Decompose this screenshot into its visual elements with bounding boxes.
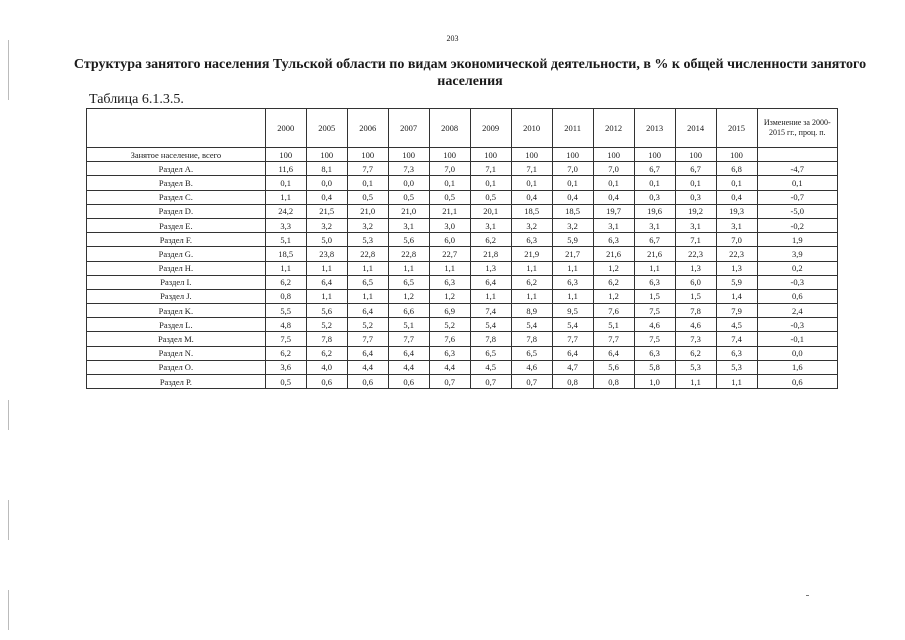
header-cell-year: 2007: [388, 109, 429, 148]
value-cell: 6,2: [470, 233, 511, 247]
change-cell: -0,7: [757, 190, 837, 204]
row-label-cell: Раздел O.: [87, 360, 266, 374]
value-cell: 6,3: [511, 233, 552, 247]
value-cell: 0,7: [511, 375, 552, 389]
value-cell: 18,5: [511, 204, 552, 218]
value-cell: 1,5: [675, 289, 716, 303]
value-cell: 5,1: [388, 318, 429, 332]
value-cell: 22,3: [675, 247, 716, 261]
value-cell: 5,8: [634, 360, 675, 374]
value-cell: 5,2: [347, 318, 388, 332]
value-cell: 0,8: [265, 289, 306, 303]
value-cell: 0,4: [716, 190, 757, 204]
value-cell: 7,8: [306, 332, 347, 346]
value-cell: 100: [552, 148, 593, 162]
value-cell: 4,4: [429, 360, 470, 374]
value-cell: 1,1: [347, 289, 388, 303]
row-label-cell: Раздел K.: [87, 304, 266, 318]
value-cell: 3,0: [429, 218, 470, 232]
change-cell: 3,9: [757, 247, 837, 261]
value-cell: 6,5: [388, 275, 429, 289]
value-cell: 6,4: [470, 275, 511, 289]
value-cell: 6,3: [716, 346, 757, 360]
header-cell-year: 2015: [716, 109, 757, 148]
value-cell: 3,1: [634, 218, 675, 232]
value-cell: 6,2: [511, 275, 552, 289]
row-label-cell: Раздел E.: [87, 218, 266, 232]
value-cell: 0,1: [552, 176, 593, 190]
margin-mark-middle: [8, 400, 9, 430]
document-title: Структура занятого населения Тульской области по видам экономической деятельности, в % к общей численности занятого населения: [73, 57, 867, 89]
change-cell: [757, 148, 837, 162]
value-cell: 0,7: [429, 375, 470, 389]
value-cell: 100: [347, 148, 388, 162]
value-cell: 21,5: [306, 204, 347, 218]
value-cell: 6,4: [593, 346, 634, 360]
table-row: [87, 275, 838, 289]
change-cell: -0,2: [757, 218, 837, 232]
value-cell: 6,0: [675, 275, 716, 289]
header-cell-year: 2005: [306, 109, 347, 148]
value-cell: 9,5: [552, 304, 593, 318]
value-cell: 0,1: [593, 176, 634, 190]
table-row: [87, 304, 838, 318]
header-cell-year: 2006: [347, 109, 388, 148]
value-cell: 7,1: [470, 162, 511, 176]
change-cell: -5,0: [757, 204, 837, 218]
value-cell: 6,3: [634, 275, 675, 289]
value-cell: 1,4: [716, 289, 757, 303]
value-cell: 6,2: [265, 275, 306, 289]
table-row: [87, 332, 838, 346]
header-cell-change: Изменение за 2000-2015 гг., проц. п.: [757, 109, 837, 148]
margin-mark-bottom: [8, 590, 9, 630]
page-number: 203: [446, 34, 459, 43]
value-cell: 7,3: [675, 332, 716, 346]
table-row: [87, 360, 838, 374]
value-cell: 7,8: [470, 332, 511, 346]
row-label-cell: Раздел H.: [87, 261, 266, 275]
header-cell-year: 2014: [675, 109, 716, 148]
value-cell: 0,1: [675, 176, 716, 190]
value-cell: 1,2: [593, 289, 634, 303]
value-cell: 18,5: [552, 204, 593, 218]
header-cell-year: 2000: [265, 109, 306, 148]
value-cell: 6,4: [306, 275, 347, 289]
value-cell: 6,2: [306, 346, 347, 360]
row-label-cell: Занятое население, всего: [87, 148, 266, 162]
table-row: [87, 162, 838, 176]
value-cell: 24,2: [265, 204, 306, 218]
value-cell: 6,9: [429, 304, 470, 318]
table-row: [87, 289, 838, 303]
value-cell: 6,6: [388, 304, 429, 318]
table-row: [87, 318, 838, 332]
value-cell: 6,3: [552, 275, 593, 289]
value-cell: 19,7: [593, 204, 634, 218]
table-row: [87, 233, 838, 247]
value-cell: 4,5: [470, 360, 511, 374]
value-cell: 7,1: [675, 233, 716, 247]
row-label-cell: Раздел B.: [87, 176, 266, 190]
value-cell: 1,1: [265, 190, 306, 204]
value-cell: 0,6: [306, 375, 347, 389]
value-cell: 0,4: [593, 190, 634, 204]
header-cell-year: 2013: [634, 109, 675, 148]
header-cell-year: 2010: [511, 109, 552, 148]
value-cell: 11,6: [265, 162, 306, 176]
value-cell: 0,7: [470, 375, 511, 389]
value-cell: 3,6: [265, 360, 306, 374]
table-row: [87, 375, 838, 389]
value-cell: 5,9: [716, 275, 757, 289]
value-cell: 4,8: [265, 318, 306, 332]
value-cell: 5,4: [511, 318, 552, 332]
value-cell: 100: [716, 148, 757, 162]
value-cell: 5,3: [675, 360, 716, 374]
value-cell: 3,3: [265, 218, 306, 232]
value-cell: 0,5: [388, 190, 429, 204]
row-label-cell: Раздел G.: [87, 247, 266, 261]
value-cell: 22,8: [388, 247, 429, 261]
value-cell: 5,2: [306, 318, 347, 332]
header-cell-label: [87, 109, 266, 148]
value-cell: 6,2: [675, 346, 716, 360]
value-cell: 1,0: [634, 375, 675, 389]
value-cell: 1,1: [347, 261, 388, 275]
value-cell: 5,3: [716, 360, 757, 374]
row-label-cell: Раздел A.: [87, 162, 266, 176]
value-cell: 7,0: [716, 233, 757, 247]
value-cell: 6,7: [634, 162, 675, 176]
value-cell: 0,5: [347, 190, 388, 204]
header-cell-year: 2012: [593, 109, 634, 148]
value-cell: 3,1: [388, 218, 429, 232]
value-cell: 7,3: [388, 162, 429, 176]
table-row: [87, 261, 838, 275]
change-cell: -4,7: [757, 162, 837, 176]
value-cell: 19,2: [675, 204, 716, 218]
value-cell: 6,3: [634, 346, 675, 360]
value-cell: 4,5: [716, 318, 757, 332]
value-cell: 6,2: [593, 275, 634, 289]
value-cell: 100: [306, 148, 347, 162]
change-cell: 0,6: [757, 289, 837, 303]
value-cell: 1,3: [470, 261, 511, 275]
value-cell: 21,0: [347, 204, 388, 218]
value-cell: 1,2: [429, 289, 470, 303]
value-cell: 1,1: [552, 261, 593, 275]
value-cell: 1,1: [388, 261, 429, 275]
value-cell: 0,5: [470, 190, 511, 204]
value-cell: 21,6: [593, 247, 634, 261]
value-cell: 100: [265, 148, 306, 162]
value-cell: 5,4: [470, 318, 511, 332]
change-cell: 0,1: [757, 176, 837, 190]
value-cell: 6,8: [716, 162, 757, 176]
value-cell: 6,7: [634, 233, 675, 247]
value-cell: 4,6: [634, 318, 675, 332]
value-cell: 21,7: [552, 247, 593, 261]
table-row: [87, 204, 838, 218]
value-cell: 1,5: [634, 289, 675, 303]
row-label-cell: Раздел D.: [87, 204, 266, 218]
value-cell: 4,6: [675, 318, 716, 332]
value-cell: 21,9: [511, 247, 552, 261]
change-cell: 0,6: [757, 375, 837, 389]
table-row: [87, 346, 838, 360]
value-cell: 5,6: [388, 233, 429, 247]
value-cell: 5,1: [265, 233, 306, 247]
row-label-cell: Раздел P.: [87, 375, 266, 389]
value-cell: 6,4: [347, 346, 388, 360]
value-cell: 7,4: [470, 304, 511, 318]
value-cell: 19,3: [716, 204, 757, 218]
value-cell: 100: [675, 148, 716, 162]
value-cell: 6,4: [552, 346, 593, 360]
value-cell: 6,2: [265, 346, 306, 360]
value-cell: 6,4: [388, 346, 429, 360]
value-cell: 7,4: [716, 332, 757, 346]
table-header-row: [87, 109, 838, 148]
row-label-cell: Раздел C.: [87, 190, 266, 204]
value-cell: 8,1: [306, 162, 347, 176]
value-cell: 19,6: [634, 204, 675, 218]
change-cell: -0,3: [757, 318, 837, 332]
change-cell: 1,6: [757, 360, 837, 374]
value-cell: 1,2: [388, 289, 429, 303]
value-cell: 4,4: [388, 360, 429, 374]
value-cell: 1,3: [675, 261, 716, 275]
value-cell: 0,1: [634, 176, 675, 190]
change-cell: -0,1: [757, 332, 837, 346]
value-cell: 22,7: [429, 247, 470, 261]
value-cell: 1,1: [511, 261, 552, 275]
table-row: [87, 148, 838, 162]
value-cell: 0,6: [347, 375, 388, 389]
value-cell: 3,1: [593, 218, 634, 232]
value-cell: 5,2: [429, 318, 470, 332]
value-cell: 1,3: [716, 261, 757, 275]
value-cell: 0,0: [388, 176, 429, 190]
value-cell: 7,6: [429, 332, 470, 346]
value-cell: 5,0: [306, 233, 347, 247]
value-cell: 23,8: [306, 247, 347, 261]
value-cell: 7,6: [593, 304, 634, 318]
corner-mark: [806, 595, 809, 596]
value-cell: 100: [511, 148, 552, 162]
value-cell: 0,1: [265, 176, 306, 190]
change-cell: 2,4: [757, 304, 837, 318]
row-label-cell: Раздел F.: [87, 233, 266, 247]
value-cell: 6,4: [347, 304, 388, 318]
value-cell: 7,9: [716, 304, 757, 318]
change-cell: 1,9: [757, 233, 837, 247]
table-row: [87, 218, 838, 232]
value-cell: 6,5: [347, 275, 388, 289]
value-cell: 7,5: [634, 304, 675, 318]
value-cell: 6,5: [470, 346, 511, 360]
value-cell: 1,1: [552, 289, 593, 303]
value-cell: 22,3: [716, 247, 757, 261]
table-row: [87, 247, 838, 261]
value-cell: 1,1: [265, 261, 306, 275]
row-label-cell: Раздел N.: [87, 346, 266, 360]
value-cell: 21,8: [470, 247, 511, 261]
value-cell: 7,7: [593, 332, 634, 346]
value-cell: 7,0: [429, 162, 470, 176]
value-cell: 5,6: [593, 360, 634, 374]
value-cell: 1,1: [675, 375, 716, 389]
value-cell: 0,5: [265, 375, 306, 389]
value-cell: 8,9: [511, 304, 552, 318]
value-cell: 7,7: [347, 162, 388, 176]
table-body: [87, 148, 838, 389]
value-cell: 7,0: [593, 162, 634, 176]
value-cell: 3,2: [511, 218, 552, 232]
row-label-cell: Раздел J.: [87, 289, 266, 303]
value-cell: 20,1: [470, 204, 511, 218]
value-cell: 6,3: [593, 233, 634, 247]
change-cell: 0,2: [757, 261, 837, 275]
value-cell: 1,1: [634, 261, 675, 275]
margin-mark-top: [8, 40, 9, 100]
value-cell: 22,8: [347, 247, 388, 261]
value-cell: 3,2: [347, 218, 388, 232]
value-cell: 1,1: [306, 289, 347, 303]
value-cell: 5,1: [593, 318, 634, 332]
value-cell: 0,3: [634, 190, 675, 204]
value-cell: 1,1: [470, 289, 511, 303]
value-cell: 7,8: [675, 304, 716, 318]
value-cell: 7,5: [634, 332, 675, 346]
value-cell: 3,1: [716, 218, 757, 232]
value-cell: 6,0: [429, 233, 470, 247]
value-cell: 21,0: [388, 204, 429, 218]
table-row: [87, 190, 838, 204]
value-cell: 7,1: [511, 162, 552, 176]
value-cell: 0,0: [306, 176, 347, 190]
value-cell: 4,7: [552, 360, 593, 374]
value-cell: 18,5: [265, 247, 306, 261]
value-cell: 5,4: [552, 318, 593, 332]
value-cell: 100: [388, 148, 429, 162]
value-cell: 6,3: [429, 346, 470, 360]
row-label-cell: Раздел L.: [87, 318, 266, 332]
value-cell: 0,1: [347, 176, 388, 190]
value-cell: 100: [593, 148, 634, 162]
value-cell: 3,1: [675, 218, 716, 232]
row-label-cell: Раздел I.: [87, 275, 266, 289]
table-row: [87, 176, 838, 190]
value-cell: 0,1: [470, 176, 511, 190]
value-cell: 5,9: [552, 233, 593, 247]
value-cell: 0,3: [675, 190, 716, 204]
change-cell: -0,3: [757, 275, 837, 289]
value-cell: 3,2: [552, 218, 593, 232]
value-cell: 6,7: [675, 162, 716, 176]
value-cell: 7,7: [552, 332, 593, 346]
value-cell: 1,1: [306, 261, 347, 275]
value-cell: 7,5: [265, 332, 306, 346]
value-cell: 1,1: [716, 375, 757, 389]
value-cell: 0,1: [511, 176, 552, 190]
value-cell: 0,4: [511, 190, 552, 204]
header-cell-year: 2008: [429, 109, 470, 148]
value-cell: 4,6: [511, 360, 552, 374]
value-cell: 1,2: [593, 261, 634, 275]
value-cell: 7,7: [388, 332, 429, 346]
value-cell: 0,1: [429, 176, 470, 190]
value-cell: 21,1: [429, 204, 470, 218]
margin-mark-lower: [8, 500, 9, 540]
value-cell: 5,3: [347, 233, 388, 247]
value-cell: 7,8: [511, 332, 552, 346]
value-cell: 6,3: [429, 275, 470, 289]
header-cell-year: 2009: [470, 109, 511, 148]
value-cell: 100: [470, 148, 511, 162]
value-cell: 7,7: [347, 332, 388, 346]
table-caption: Таблица 6.1.3.5.: [89, 92, 184, 107]
value-cell: 4,0: [306, 360, 347, 374]
value-cell: 5,5: [265, 304, 306, 318]
value-cell: 0,8: [593, 375, 634, 389]
value-cell: 0,6: [388, 375, 429, 389]
value-cell: 0,4: [552, 190, 593, 204]
value-cell: 100: [634, 148, 675, 162]
value-cell: 4,4: [347, 360, 388, 374]
value-cell: 3,1: [470, 218, 511, 232]
value-cell: 21,6: [634, 247, 675, 261]
value-cell: 7,0: [552, 162, 593, 176]
value-cell: 1,1: [511, 289, 552, 303]
value-cell: 0,1: [716, 176, 757, 190]
header-cell-year: 2011: [552, 109, 593, 148]
value-cell: 0,8: [552, 375, 593, 389]
value-cell: 0,4: [306, 190, 347, 204]
employment-structure-table: [86, 108, 838, 389]
value-cell: 100: [429, 148, 470, 162]
value-cell: 6,5: [511, 346, 552, 360]
value-cell: 5,6: [306, 304, 347, 318]
value-cell: 1,1: [429, 261, 470, 275]
change-cell: 0,0: [757, 346, 837, 360]
value-cell: 3,2: [306, 218, 347, 232]
row-label-cell: Раздел M.: [87, 332, 266, 346]
value-cell: 0,5: [429, 190, 470, 204]
